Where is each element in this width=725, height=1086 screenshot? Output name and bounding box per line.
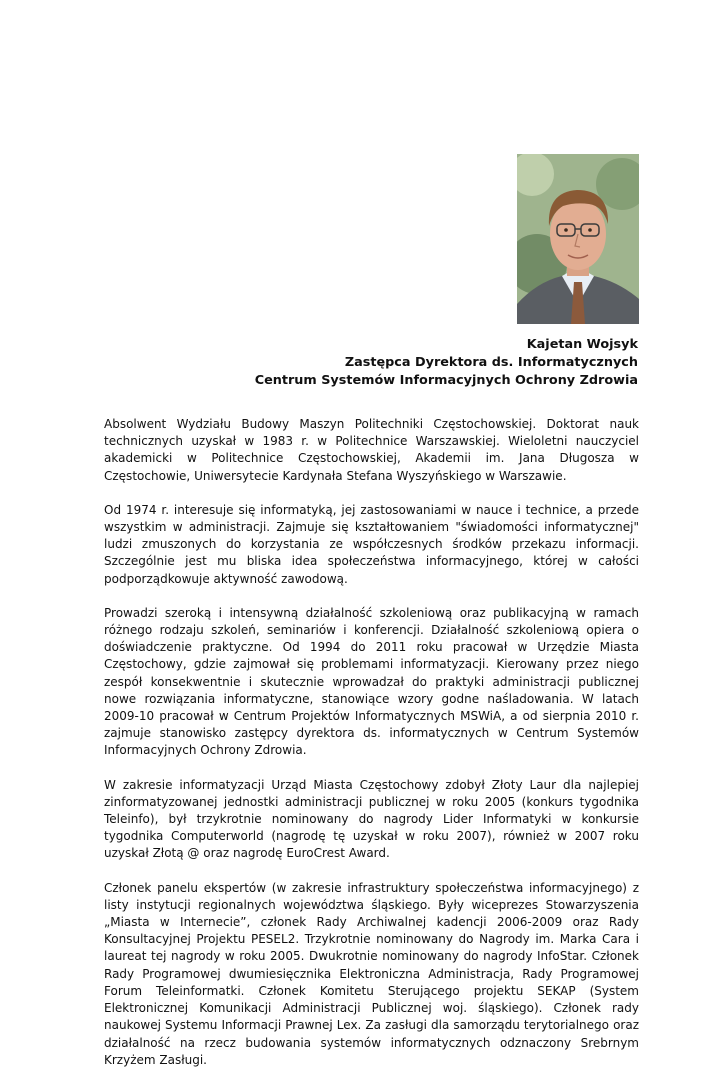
- portrait-photo: [517, 154, 639, 324]
- biography: [104, 416, 639, 1086]
- biography-paragraph: Prowadzi szeroką i intensywną działalność szkoleniową oraz publikacyjną w ramach różnego rodzaju szkoleń, seminariów i konferencji. Działalność szkoleniową opiera o doświadczenie praktyczne. Od 1994 do 2011 roku pracował w Urzędzie Miasta Częstochowy, gdzie zajmował się problemami informatyzacji. Kierowany przez niego zespół konsekwentnie i skutecznie wprowadzał do praktyki administracji publicznej nowe rozwiązania informatyczne, stanowiące wzory godne naśladowania. W latach 2009-10 pracował w Centrum Projektów Informatycznych MSWiA, a od sierpnia 2010 r. zajmuje stanowisko zastępcy dyrektora ds. informatycznych w Centrum Systemów Informacyjnych Ochrony Zdrowia.: [104, 605, 639, 758]
- biography-paragraph: W zakresie informatyzacji Urząd Miasta Częstochowy zdobył Złoty Laur dla najlepiej zinformatyzowanej jednostki administracji publicznej w roku 2005 (konkurs tygodnika Teleinfo), był trzykrotnie nominowany do nagrody Lider Informatyki w konkursie tygodnika Computerworld (nagrodę tę uzyskał w roku 2007), również w 2007 roku uzyskał Złotą @ oraz nagrodę EuroCrest Award.: [104, 777, 639, 861]
- biography-paragraph: Od 1974 r. interesuje się informatyką, jej zastosowaniami w nauce i technice, a przede wszystkim w administracji. Zajmuje się kształtowaniem "świadomości informatycznej" ludzi zmuszonych do korzystania ze współczesnych środków przekazu informacji. Szczególnie jest mu bliska idea społeczeństwa informacyjnego, której w całości podporządkowuje aktywność zawodową.: [104, 502, 639, 586]
- person-position: Zastępca Dyrektora ds. Informatycznych: [344, 355, 638, 370]
- person-organization: Centrum Systemów Informacyjnych Ochrony Zdrowia: [254, 373, 638, 388]
- person-header: [255, 336, 638, 390]
- person-name: Kajetan Wojsyk: [526, 337, 638, 352]
- biography-paragraph: Absolwent Wydziału Budowy Maszyn Politechniki Częstochowskiej. Doktorat nauk technicznych uzyskał w 1983 r. w Politechnice Warszawskiej. Wieloletni nauczyciel akademicki w Politechnice Częstochowskiej, Akademii im. Jana Długosza w Częstochowie, Uniwersytecie Kardynała Stefana Wyszyńskiego w Warszawie.: [104, 417, 639, 483]
- biography-paragraph: Członek panelu ekspertów (w zakresie infrastruktury społeczeństwa informacyjnego) z listy instytucji regionalnych województwa śląskiego. Były wiceprezes Stowarzyszenia „Miasta w Internecie”, członek Rady Archiwalnej kadencji 2006-2009 oraz Rady Konsultacyjnej Projektu PESEL2. Trzykrotnie nominowany do Nagrody im. Marka Cara i laureat tej nagrody w roku 2005. Dwukrotnie nominowany do nagrody InfoStar. Członek Rady Programowej dwumiesięcznika Elektroniczna Administracja, Rady Programowej Forum Teleinformatki. Członek Komitetu Sterującego projektu SEKAP (System Elektronicznej Komunikacji Administracji Publicznej woj. śląskiego). Członek rady naukowej Systemu Informacji Prawnej Lex. Za zasługi dla samorządu terytorialnego oraz działalność na rzecz budowania systemów informatycznych odznaczony Srebrnym Krzyżem Zasługi.: [104, 880, 639, 1067]
- portrait-illustration: [517, 154, 639, 324]
